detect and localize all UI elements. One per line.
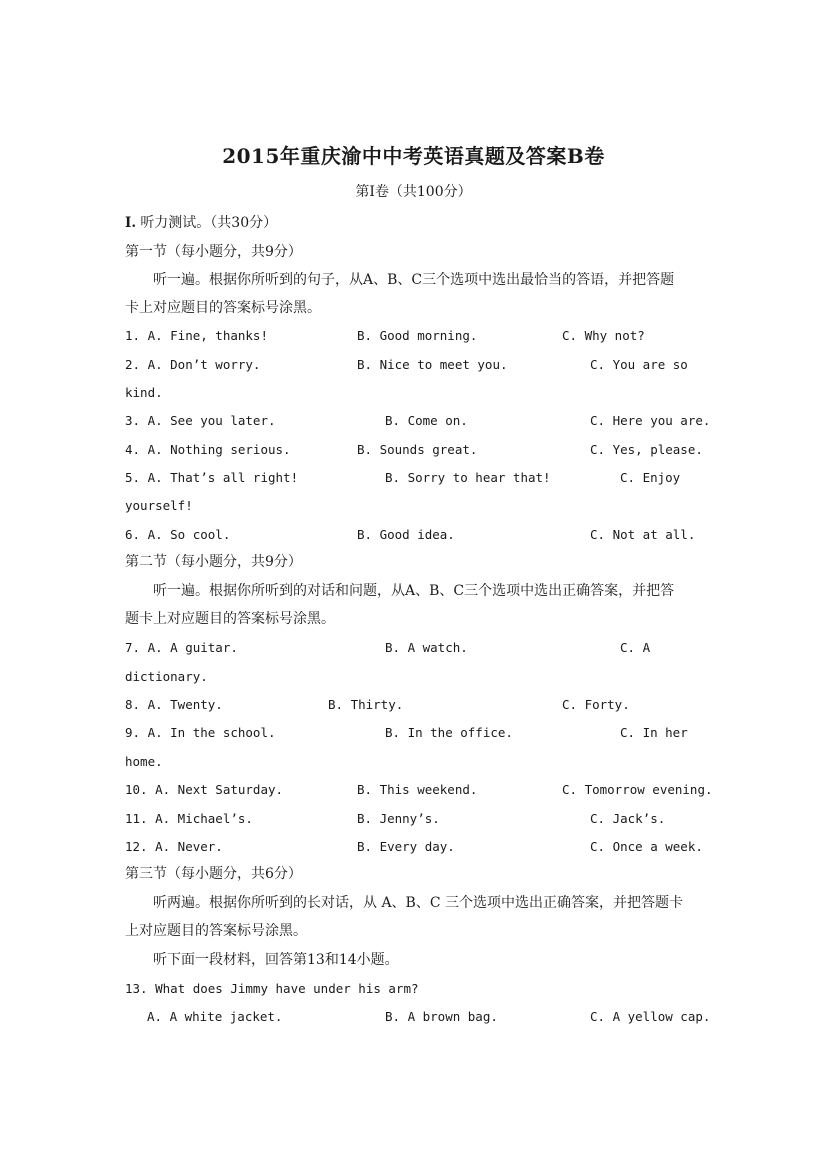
question-stem: 13. What does Jimmy have under his arm? xyxy=(125,981,419,996)
option-a: 2. A. Don’t worry. xyxy=(125,357,261,372)
option-c: C. Forty. xyxy=(562,697,630,712)
option-c: C. Yes, please. xyxy=(590,442,703,457)
option-a: 5. A. That’s all right! xyxy=(125,470,299,485)
section-title: 第一节（每小题分，共9分） xyxy=(125,244,302,260)
option-c: C. A xyxy=(620,640,651,655)
option-c: C. A yellow cap. xyxy=(590,1009,711,1024)
section-instruction: 上对应题目的答案标号涂黑。 xyxy=(125,923,307,939)
option-b: B. Good morning. xyxy=(357,328,478,343)
option-b: B. Every day. xyxy=(357,839,455,854)
option-c: C. Enjoy xyxy=(620,470,681,485)
option-a: 3. A. See you later. xyxy=(125,413,276,428)
option-continuation: dictionary. xyxy=(125,669,208,684)
option-c: C. Not at all. xyxy=(590,527,696,542)
option-b: B. This weekend. xyxy=(357,782,478,797)
part-heading xyxy=(125,212,277,232)
option-a: 8. A. Twenty. xyxy=(125,697,223,712)
option-b: B. Good idea. xyxy=(357,527,455,542)
option-a: 9. A. In the school. xyxy=(125,725,276,740)
option-a: 6. A. So cool. xyxy=(125,527,231,542)
option-b: B. Sounds great. xyxy=(357,442,478,457)
option-continuation: kind. xyxy=(125,385,163,400)
option-b: B. Thirty. xyxy=(328,697,404,712)
option-c: C. You are so xyxy=(590,357,688,372)
page-title: 2015年重庆渝中中考英语真题及答案B卷 xyxy=(222,144,605,168)
option-a: 1. A. Fine, thanks! xyxy=(125,328,268,343)
option-c: C. In her xyxy=(620,725,688,740)
option-a: 12. A. Never. xyxy=(125,839,223,854)
section-instruction: 听两遍。根据你所听到的长对话，从 A、B、C 三个选项中选出正确答案，并把答题卡 xyxy=(153,895,684,911)
option-b: B. A watch. xyxy=(385,640,468,655)
option-b: B. Come on. xyxy=(385,413,468,428)
option-continuation: yourself! xyxy=(125,498,193,513)
option-b: B. Nice to meet you. xyxy=(357,357,508,372)
option-a: 11. A. Michael’s. xyxy=(125,811,253,826)
option-c: C. Here you are. xyxy=(590,413,711,428)
option-c: C. Once a week. xyxy=(590,839,703,854)
section-instruction: 卡上对应题目的答案标号涂黑。 xyxy=(125,300,321,316)
part-number: I. xyxy=(125,215,137,231)
option-c: C. Why not? xyxy=(562,328,645,343)
option-c: C. Tomorrow evening. xyxy=(562,782,713,797)
option-continuation: home. xyxy=(125,754,163,769)
section-instruction: 听一遍。根据你所听到的对话和问题，从A、B、C三个选项中选出正确答案，并把答 xyxy=(153,583,675,599)
part-heading-text: 听力测试。（共30分） xyxy=(140,215,278,231)
option-a: 7. A. A guitar. xyxy=(125,640,238,655)
section-instruction: 听一遍。根据你所听到的句子，从A、B、C三个选项中选出最恰当的答语，并把答题 xyxy=(153,272,675,288)
section-instruction: 听下面一段材料，回答第13和14小题。 xyxy=(153,952,399,968)
option-b: B. In the office. xyxy=(385,725,513,740)
option-b: B. A brown bag. xyxy=(385,1009,498,1024)
option-b: B. Jenny’s. xyxy=(357,811,440,826)
option-c: C. Jack’s. xyxy=(590,811,666,826)
option-a: 4. A. Nothing serious. xyxy=(125,442,291,457)
option-a: 10. A. Next Saturday. xyxy=(125,782,284,797)
page-subtitle: 第Ⅰ卷（共100分） xyxy=(355,184,472,200)
option-b: B. Sorry to hear that! xyxy=(385,470,551,485)
option-a: A. A white jacket. xyxy=(147,1009,283,1024)
section-title: 第三节（每小题分，共6分） xyxy=(125,866,302,882)
section-instruction: 题卡上对应题目的答案标号涂黑。 xyxy=(125,611,335,627)
section-title: 第二节（每小题分，共9分） xyxy=(125,554,302,570)
